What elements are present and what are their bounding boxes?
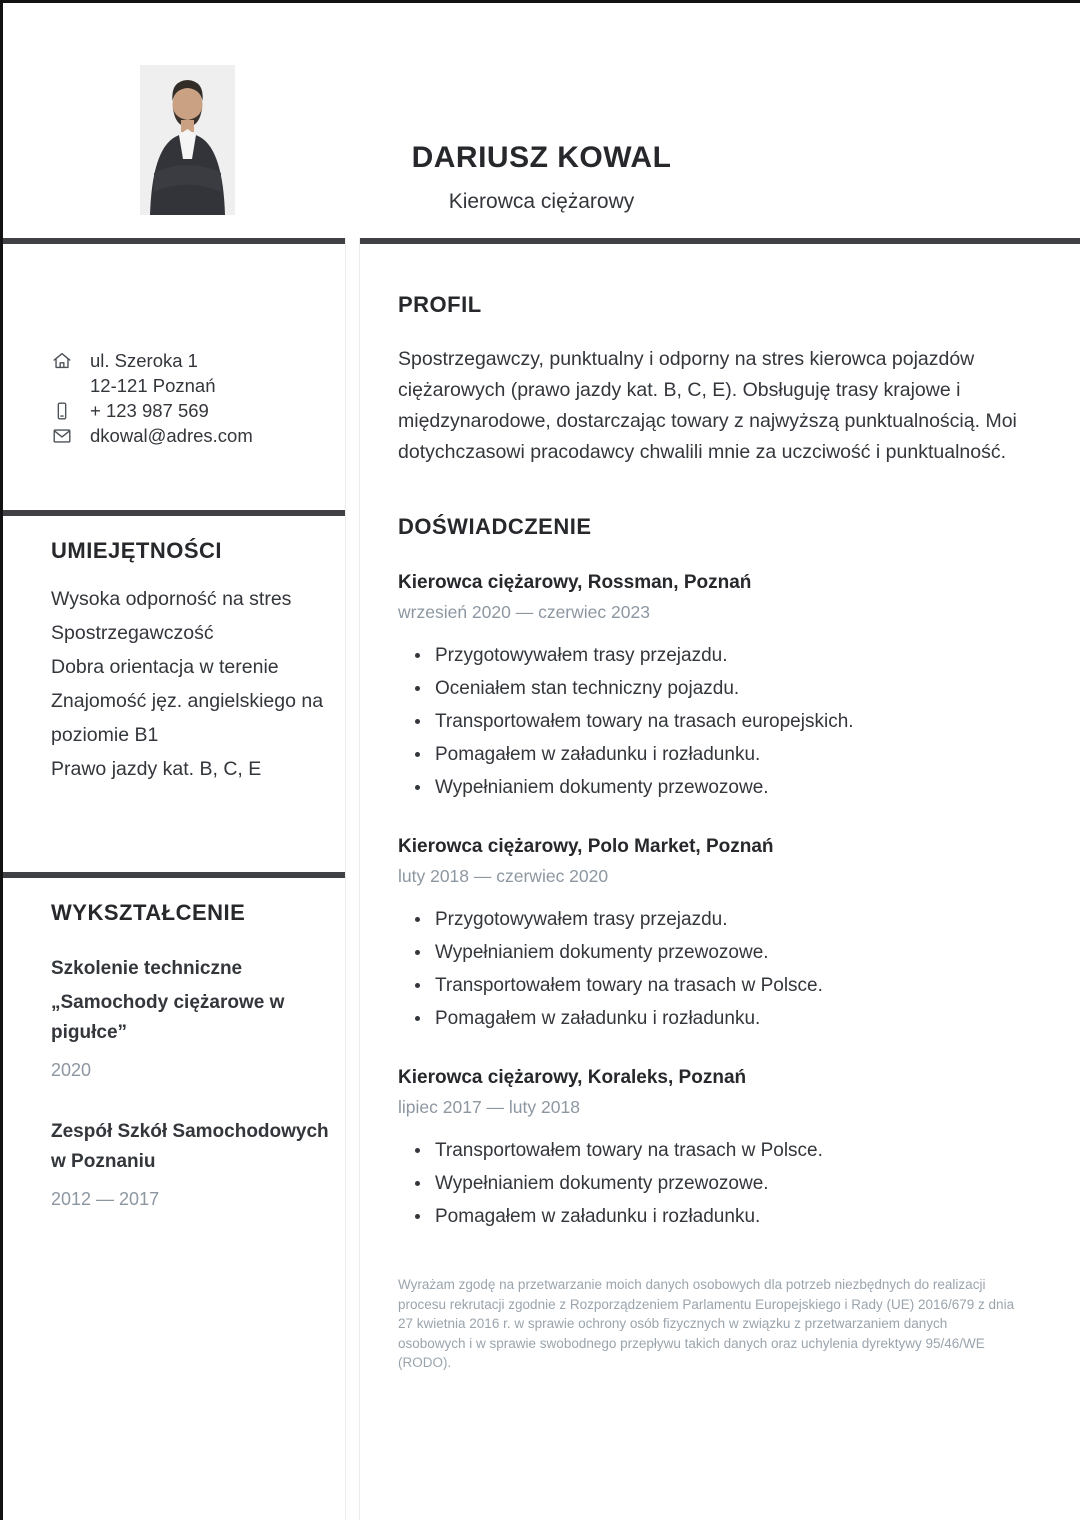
name-block	[3, 141, 1080, 214]
skill-item: Dobra orientacja w terenie	[51, 656, 279, 678]
skill-item: Wysoka odporność na stres	[51, 588, 292, 610]
job-bullet: Transportowałem towary na trasach europejskich.	[398, 705, 1018, 738]
profile-text: Spostrzegawczy, punktualny i odporny na stres kierowca pojazdów ciężarowych (prawo jazdy kat. B, C, E). Obsługuję trasy krajowe i międzynarodowe, dostarczając towary z najwyższą punktualnością. Moi dotychczasowi pracodawcy chwalili mnie za uczciwość i punktualność.	[398, 348, 1017, 463]
job-bullet: Wypełnianiem dokumenty przewozowe.	[398, 771, 1018, 804]
envelope-icon	[51, 425, 73, 447]
resume-body	[3, 238, 1080, 1520]
contact-phone: + 123 987 569	[90, 399, 209, 421]
education-heading: WYKSZTAŁCENIE	[51, 900, 246, 925]
contact-address-line2: 12-121 Poznań	[90, 374, 216, 396]
resume-header	[3, 3, 1080, 238]
experience-heading: DOŚWIADCZENIE	[398, 514, 592, 539]
job-title: Kierowca ciężarowy, Rossman, Poznań	[398, 572, 752, 593]
home-icon	[51, 350, 73, 372]
job-dates: luty 2018 — czerwiec 2020	[398, 866, 609, 886]
job-dates: lipiec 2017 — luty 2018	[398, 1097, 580, 1117]
mobile-phone-icon	[51, 400, 73, 422]
candidate-name: DARIUSZ KOWAL	[411, 141, 672, 174]
education-entry-dates: 2012 — 2017	[51, 1189, 160, 1209]
skills-divider	[3, 510, 345, 516]
skill-item: Spostrzegawczość	[51, 622, 214, 644]
contact-address-row2	[51, 373, 331, 398]
education-entry-title: Zespół Szkół Samochodowych w Poznaniu	[51, 1121, 329, 1172]
main-column	[360, 238, 1080, 1520]
contact-address-row	[51, 348, 331, 373]
skill-item: Prawo jazdy kat. B, C, E	[51, 758, 262, 780]
job-bullet: Oceniałem stan techniczny pojazdu.	[398, 672, 1018, 705]
contact-email: dkowal@adres.com	[90, 424, 253, 446]
job-bullet: Pomagałem w załadunku i rozładunku.	[398, 1200, 1018, 1233]
education-section	[3, 872, 345, 1210]
contact-phone-row	[51, 398, 331, 423]
job-bullet-list	[398, 639, 1018, 804]
job-bullet: Wypełnianiem dokumenty przewozowe.	[398, 936, 1018, 969]
sidebar-top-divider	[3, 238, 345, 244]
profile-heading: PROFIL	[398, 292, 482, 317]
contact-address-line1: ul. Szeroka 1	[90, 349, 198, 371]
job-bullet-list	[398, 1134, 1018, 1233]
job-bullet-list	[398, 903, 1018, 1035]
column-gutter	[345, 238, 360, 1520]
education-entry	[51, 954, 331, 1081]
job-bullet: Przygotowywałem trasy przejazdu.	[398, 639, 1018, 672]
job-bullet: Pomagałem w załadunku i rozładunku.	[398, 738, 1018, 771]
job-title: Kierowca ciężarowy, Polo Market, Poznań	[398, 836, 774, 857]
skills-list	[51, 582, 331, 786]
education-divider	[3, 872, 345, 878]
job-bullet: Wypełnianiem dokumenty przewozowe.	[398, 1167, 1018, 1200]
job-title: Kierowca ciężarowy, Koraleks, Poznań	[398, 1067, 747, 1088]
education-entry-dates: 2020	[51, 1060, 92, 1080]
skill-item: Znajomość jęz. angielskiego na poziomie B1	[51, 690, 324, 746]
skills-section	[3, 510, 345, 786]
job-bullet: Transportowałem towary na trasach w Polsce.	[398, 1134, 1018, 1167]
contact-email-row	[51, 423, 331, 448]
skills-heading: UMIEJĘTNOŚCI	[51, 538, 223, 563]
job-bullet: Pomagałem w załadunku i rozładunku.	[398, 1002, 1018, 1035]
education-entry-title: Szkolenie techniczne	[51, 958, 243, 979]
icon-spacer	[51, 375, 73, 397]
experience-job	[398, 1067, 1018, 1233]
sidebar	[3, 238, 345, 1520]
candidate-job-title: Kierowca ciężarowy	[448, 190, 635, 213]
rodo-consent-text: Wyrażam zgodę na przetwarzanie moich danych osobowych dla potrzeb niezbędnych do realizacji procesu rekrutacji zgodnie z Rozporządzeniem Parlamentu Europejskiego i Rady (UE) 2016/679 z dnia 27 kwietnia 2016 r. w sprawie ochrony osób fizycznych w związku z przetwarzaniem danych osobowych i w sprawie swobodnego przepływu takich danych oraz uchylenia dyrektywy 95/46/WE (RODO).	[398, 1277, 1015, 1370]
experience-job	[398, 572, 1018, 804]
job-bullet: Transportowałem towary na trasach w Polsce.	[398, 969, 1018, 1002]
main-top-divider	[360, 238, 1080, 244]
education-entry-subtitle: „Samochody ciężarowe w pigułce”	[51, 992, 285, 1043]
job-dates: wrzesień 2020 — czerwiec 2023	[398, 602, 650, 622]
education-entry	[51, 1117, 331, 1210]
experience-job	[398, 836, 1018, 1035]
contact-section	[51, 348, 331, 448]
job-bullet: Przygotowywałem trasy przejazdu.	[398, 903, 1018, 936]
